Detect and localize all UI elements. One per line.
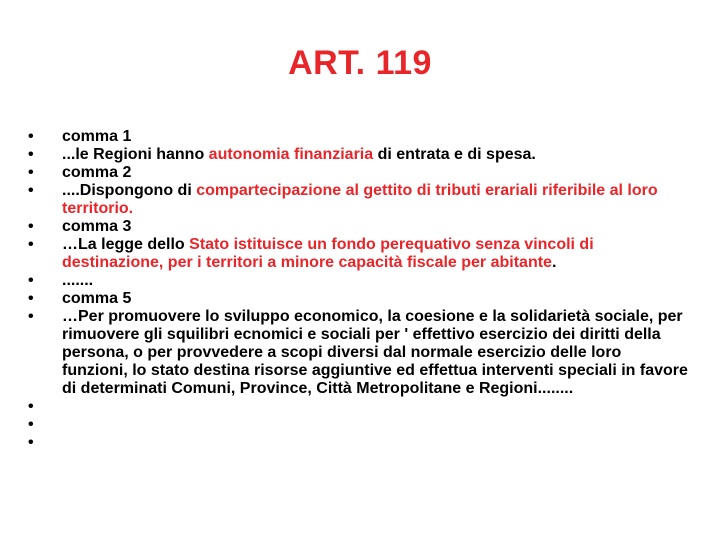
bullet-icon: • bbox=[28, 290, 34, 307]
bullet-icon: • bbox=[28, 398, 34, 415]
list-item-text bbox=[62, 164, 688, 182]
list-item bbox=[28, 416, 688, 434]
list-item bbox=[28, 236, 688, 272]
list-item bbox=[28, 128, 688, 146]
text-segment: comma 3 bbox=[62, 218, 132, 235]
bullet-icon: • bbox=[28, 416, 34, 433]
list-item bbox=[28, 218, 688, 236]
list-item-text bbox=[62, 182, 688, 218]
text-segment: …La legge dello bbox=[62, 236, 190, 253]
list-item bbox=[28, 272, 688, 290]
text-segment: ....Dispongono di bbox=[62, 182, 197, 199]
bullet-icon: • bbox=[28, 164, 34, 181]
bullet-icon: • bbox=[28, 128, 34, 145]
bullet-icon: • bbox=[28, 236, 34, 253]
text-segment: comma 2 bbox=[62, 164, 132, 181]
bullet-list bbox=[28, 128, 693, 452]
list-item-text bbox=[62, 434, 688, 452]
highlighted-text: autonomia finanziaria bbox=[208, 146, 374, 163]
text-segment: …Per promuovere lo sviluppo economico, la coesione e la solidarietà sociale, per rimuovere gli squilibri ecnomici e sociali per ' effettivo esercizio dei diritti della persona, o per provvedere a scopi diversi dal normale esercizio delle loro funzioni, lo stato destina risorse aggiuntive ed effettua interventi speciali in favore di determinati Comuni, Province, Città Metropolitane e Regioni........ bbox=[62, 308, 693, 397]
text-segment: comma 1 bbox=[62, 128, 132, 145]
bullet-icon: • bbox=[28, 434, 34, 451]
highlighted-text: compartecipazione al gettito di tributi erariali riferibile al loro territorio. bbox=[62, 182, 663, 217]
text-segment: di entrata e di spesa. bbox=[373, 146, 536, 163]
bullet-icon: • bbox=[28, 218, 34, 235]
list-item-text bbox=[62, 218, 688, 236]
list-item-text bbox=[62, 236, 688, 272]
list-item-text bbox=[62, 272, 688, 290]
list-item-text bbox=[62, 416, 688, 434]
list-item-text bbox=[62, 398, 688, 416]
text-segment: ...le Regioni hanno bbox=[62, 146, 209, 163]
bullet-icon: • bbox=[28, 272, 34, 289]
list-item-text bbox=[62, 290, 688, 308]
bullet-icon: • bbox=[28, 182, 34, 199]
list-item bbox=[28, 182, 688, 218]
bullet-icon: • bbox=[28, 146, 34, 163]
text-segment: comma 5 bbox=[62, 290, 132, 307]
bullet-icon: • bbox=[28, 308, 34, 325]
list-item bbox=[28, 290, 688, 308]
text-segment: . bbox=[551, 254, 557, 271]
list-item bbox=[28, 434, 688, 452]
list-item bbox=[28, 146, 688, 164]
list-item bbox=[28, 398, 688, 416]
list-item-text bbox=[62, 146, 688, 164]
list-item-text bbox=[62, 308, 693, 398]
list-item bbox=[28, 164, 688, 182]
slide-title: ART. 119 bbox=[288, 44, 432, 82]
list-item-text bbox=[62, 128, 688, 146]
text-segment: ....... bbox=[62, 272, 94, 289]
list-item bbox=[28, 308, 693, 398]
highlighted-text: Stato istituisce un fondo perequativo senza vincoli di destinazione, per i territori a minore capacità fiscale per abitante bbox=[62, 236, 599, 271]
